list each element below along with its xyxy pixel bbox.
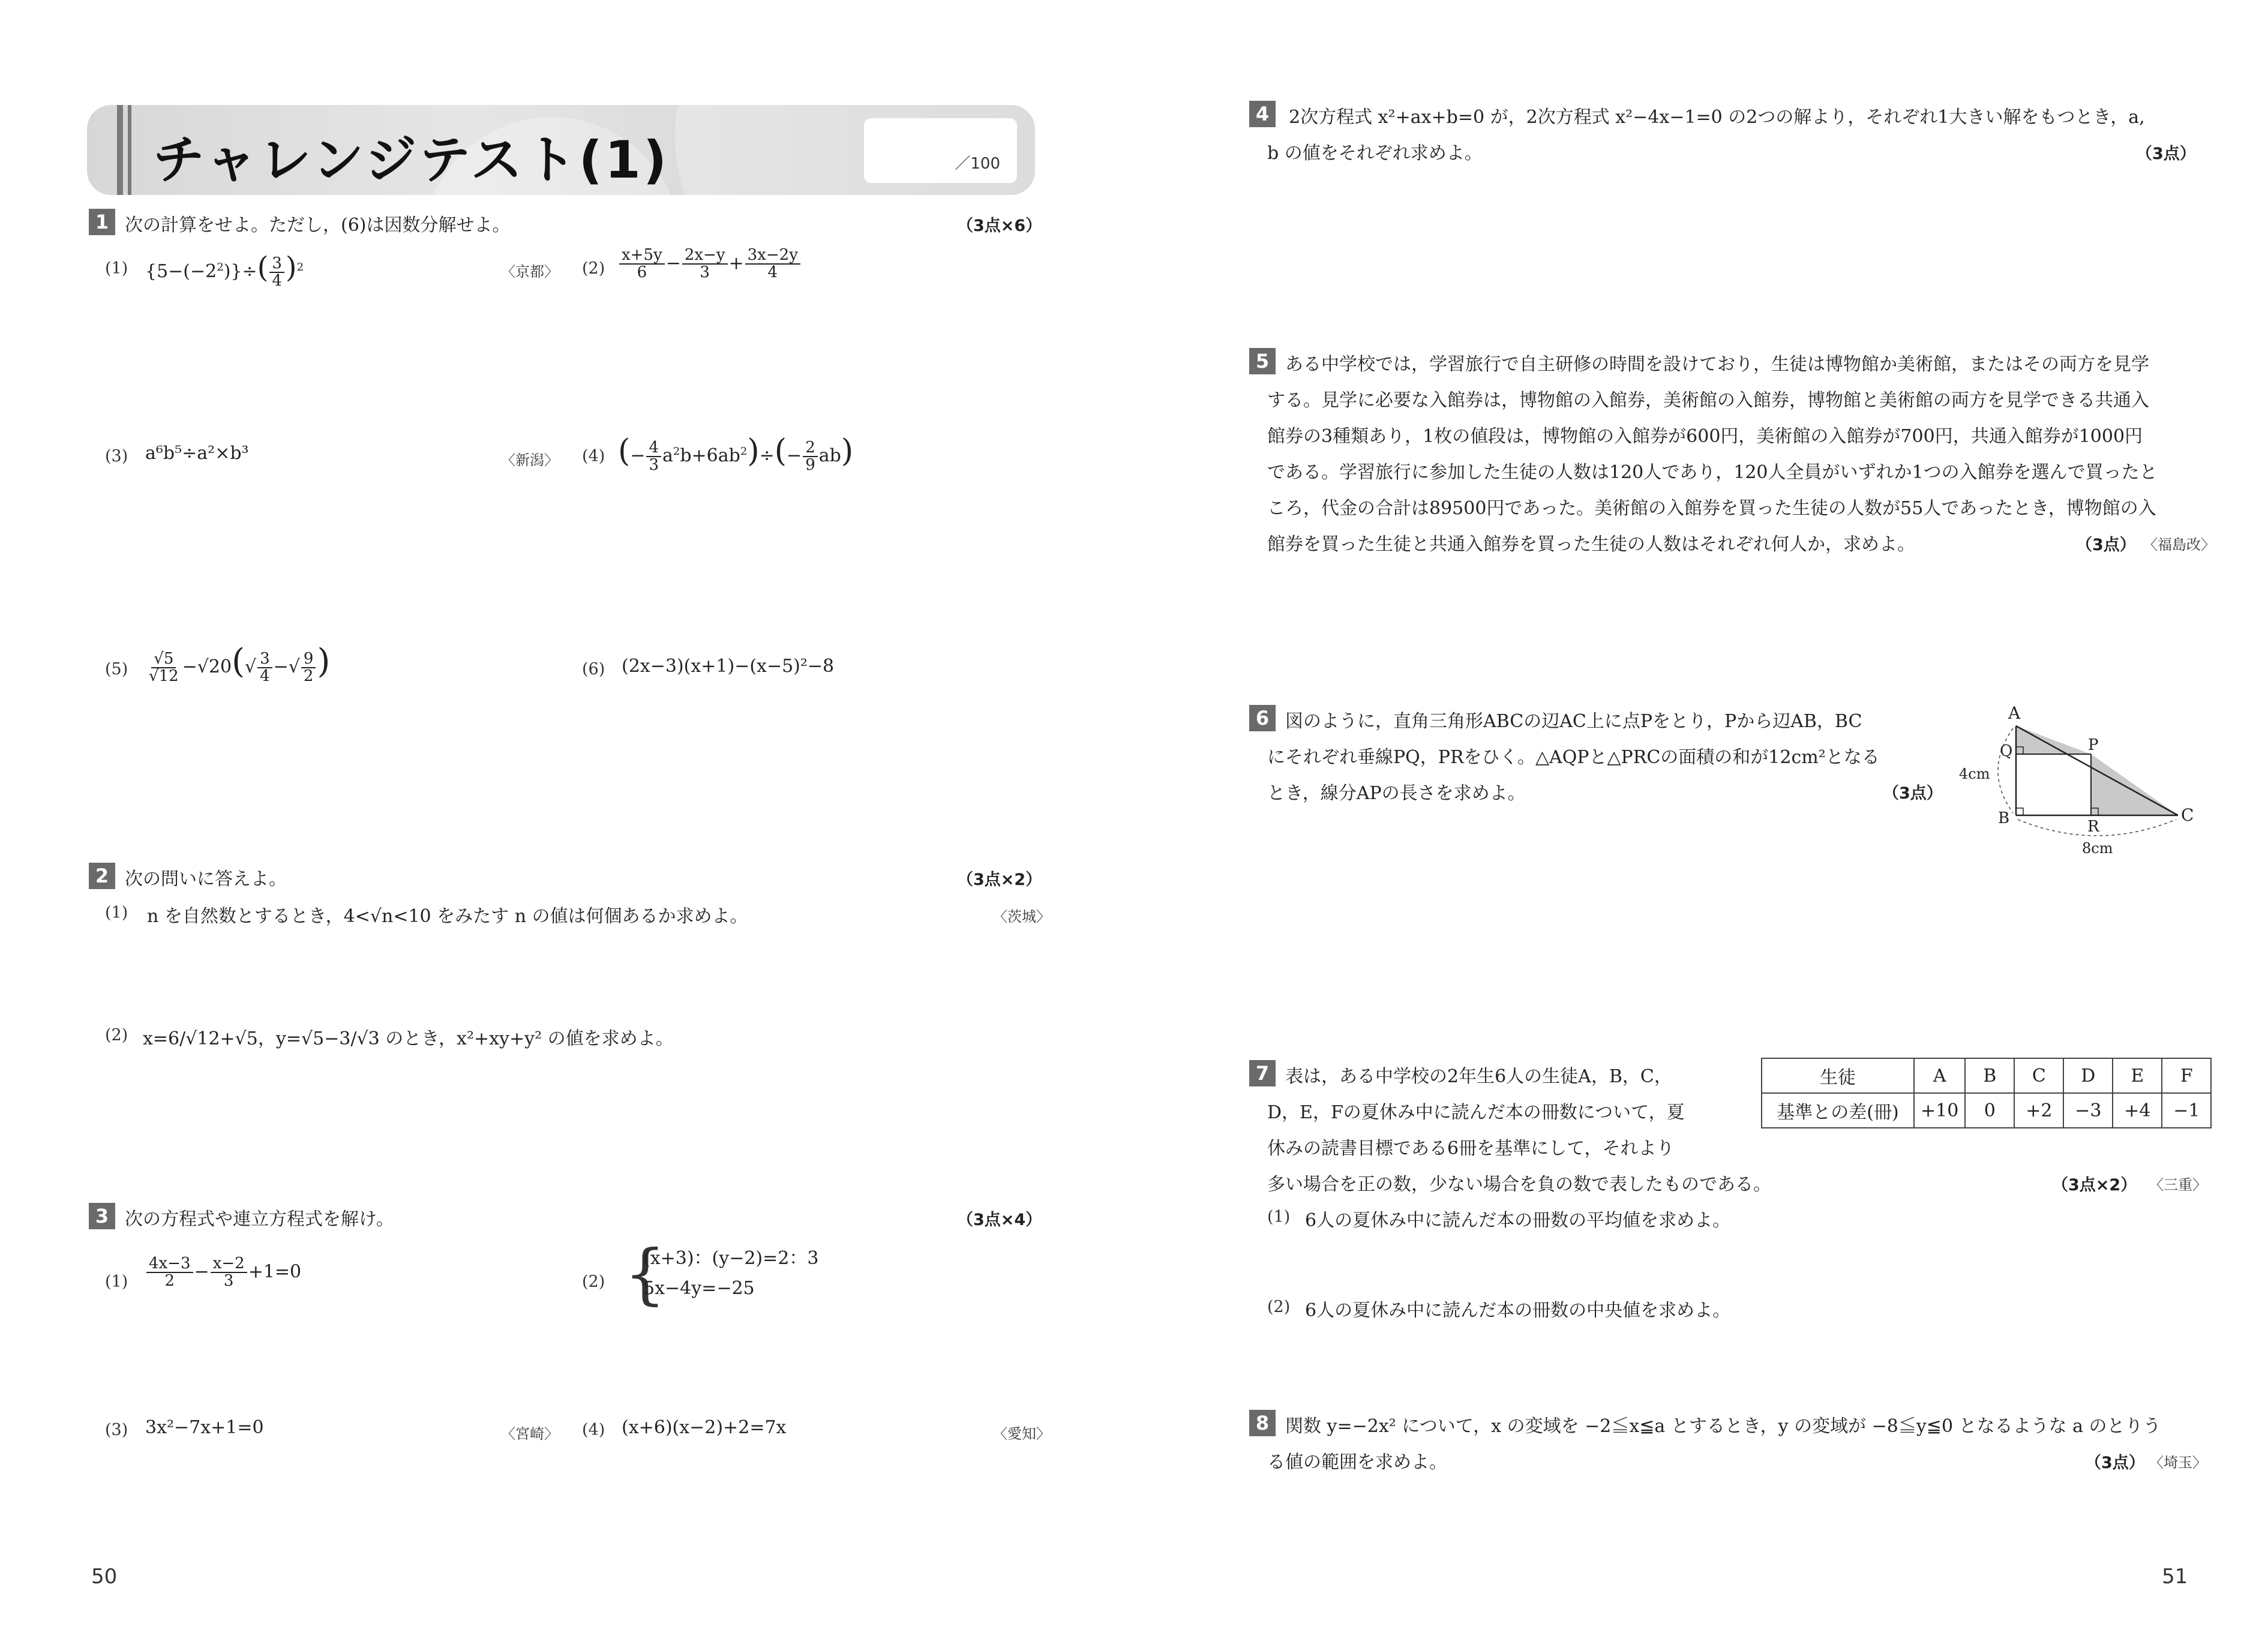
question-number: 7 bbox=[1249, 1060, 1276, 1086]
banner-stripe bbox=[117, 105, 123, 195]
banner-stripe bbox=[128, 105, 131, 195]
question-number: 5 bbox=[1249, 348, 1276, 374]
question-points: （3点） bbox=[2136, 145, 2196, 163]
table-cell: 基準との差(冊) bbox=[1762, 1093, 1914, 1128]
math-expression: (− $\frac{4}{3}$ $a^2b+6ab^2)\div(-$ $\frac{2}{9}$ ab) bbox=[618, 433, 854, 474]
system-brace: { bbox=[624, 1235, 666, 1312]
item-label: (5) bbox=[105, 660, 128, 679]
vertex-label-c: C bbox=[2181, 805, 2194, 825]
math-expression: 3x²−7x+1=0 bbox=[145, 1417, 264, 1438]
question-text: 館券の3種類あり，1枚の値段は，博物館の入館券が600円，美術館の入館券が700円，共通入館券が1000円 bbox=[1267, 426, 2143, 447]
math-expression: (x+6)(x−2)+2=7x bbox=[622, 1417, 787, 1438]
question-text: にそれぞれ垂線PQ，PRをひく。△AQPと△PRCの面積の和が12cm²となる bbox=[1267, 747, 1880, 768]
question-text: する。見学に必要な入館券は，博物館の入館券，美術館の入館券，博物館と美術館の両方を見学できる共通入 bbox=[1267, 390, 2149, 411]
question-points: （3点×2） bbox=[957, 870, 1042, 889]
math-expression: a⁶b⁵÷a²×b³ bbox=[145, 443, 249, 464]
question-text: 休みの読書目標である6冊を基準にして，それより bbox=[1267, 1138, 1675, 1159]
table-cell: +2 bbox=[2014, 1093, 2063, 1128]
table-header-cell: C bbox=[2014, 1058, 2063, 1093]
page-number-right: 51 bbox=[2162, 1565, 2188, 1589]
table-row bbox=[1762, 1093, 2211, 1128]
table-header-cell: D bbox=[2063, 1058, 2113, 1093]
table-row bbox=[1762, 1058, 2211, 1093]
question-text: D，E，Fの夏休み中に読んだ本の冊数について，夏 bbox=[1267, 1102, 1685, 1123]
question-points: （3点×2） bbox=[2052, 1176, 2137, 1194]
question-text: 関数 y=−2x² について，x の変域を −2≦x≦a とするとき，y の変域が −8≦y≦0 となるような a のとりう bbox=[1285, 1416, 2161, 1437]
item-label: (2) bbox=[105, 1026, 128, 1044]
question-text: ある中学校では，学習旅行で自主研修の時間を設けており，生徒は博物館か美術館，またはその両方を見学 bbox=[1285, 354, 2149, 375]
question-number: 8 bbox=[1249, 1410, 1276, 1436]
item-label: (4) bbox=[582, 447, 605, 466]
item-label: (3) bbox=[105, 447, 128, 466]
item-text: 6人の夏休み中に読んだ本の冊数の平均値を求めよ。 bbox=[1305, 1210, 1731, 1231]
question-number: 2 bbox=[89, 863, 115, 889]
source-tag: 〈三重〉 bbox=[2149, 1176, 2207, 1193]
source-tag: 〈愛知〉 bbox=[993, 1425, 1051, 1442]
question-text: 2次方程式 x²+ax+b=0 が，2次方程式 x²−4x−1=0 の2つの解より，それぞれ1大きい解をもつとき，a, bbox=[1289, 107, 2145, 128]
table-cell: −3 bbox=[2063, 1093, 2113, 1128]
question-text: とき，線分APの長さを求めよ。 bbox=[1267, 783, 1526, 804]
point-label-q: Q bbox=[2000, 742, 2013, 760]
triangle-prc bbox=[2091, 754, 2178, 815]
table-header-cell: E bbox=[2113, 1058, 2162, 1093]
page-title: チャレンジテスト(1) bbox=[153, 130, 670, 190]
point-label-r: R bbox=[2087, 818, 2099, 836]
question-text: 図のように，直角三角形ABCの辺AC上に点Pをとり，Pから辺AB，BC bbox=[1285, 711, 1862, 732]
question-points: （3点） bbox=[1883, 784, 1943, 803]
page-number-left: 50 bbox=[91, 1565, 118, 1589]
question-points: （3点×6） bbox=[957, 217, 1042, 235]
item-text: 6人の夏休み中に読んだ本の冊数の中央値を求めよ。 bbox=[1305, 1300, 1731, 1321]
score-box[interactable] bbox=[864, 118, 1017, 183]
table-header-cell: A bbox=[1914, 1058, 1965, 1093]
question-text: 館券を買った生徒と共通入館券を買った生徒の人数はそれぞれ何人か，求めよ。 bbox=[1267, 534, 1915, 555]
table-cell: +10 bbox=[1914, 1093, 1965, 1128]
item-text: x=6/√12+√5，y=√5−3/√3 のとき，x²+xy+y² の値を求めよ。 bbox=[143, 1028, 674, 1049]
point-label-p: P bbox=[2088, 736, 2099, 754]
source-tag: 〈京都〉 bbox=[501, 263, 559, 280]
source-tag: 〈新潟〉 bbox=[501, 452, 559, 469]
item-label: (2) bbox=[582, 1272, 605, 1291]
item-label: (6) bbox=[582, 660, 605, 679]
math-expression: $\frac{4x-3}{2}$ − $\frac{x-2}{3}$ +1=0 bbox=[145, 1256, 301, 1290]
table-header-cell: B bbox=[1965, 1058, 2014, 1093]
question-text: 次の問いに答えよ。 bbox=[125, 869, 287, 890]
question-points: （3点） bbox=[2085, 1454, 2145, 1472]
question-points: （3点） bbox=[2076, 536, 2136, 554]
item-label: (2) bbox=[582, 259, 605, 278]
question-points: （3点×4） bbox=[957, 1211, 1042, 1229]
vertex-label-b: B bbox=[1998, 809, 2010, 827]
question-text: b の値をそれぞれ求めよ。 bbox=[1267, 143, 1483, 164]
question-number: 4 bbox=[1249, 101, 1276, 127]
title-banner bbox=[87, 105, 1035, 195]
question-number: 3 bbox=[89, 1203, 115, 1229]
question-text: である。学習旅行に参加した生徒の人数は120人であり，120人全員がいずれか1つの入館券を選んで買ったと bbox=[1267, 462, 2158, 483]
score-total: ／100 bbox=[955, 155, 1000, 173]
math-expression: (2x−3)(x+1)−(x−5)²−8 bbox=[622, 656, 835, 677]
item-label: (2) bbox=[1267, 1298, 1291, 1316]
item-text: n を自然数とするとき，4<√n<10 をみたす n の値は何個あるか求めよ。 bbox=[147, 906, 748, 927]
question-number: 6 bbox=[1249, 705, 1276, 731]
table-cell: 0 bbox=[1965, 1093, 2014, 1128]
math-expression: $\{5-(-2^2)\}\div$( $\frac{3}{4}$ )$^2$ bbox=[145, 251, 304, 290]
math-expression: 5x−4y=−25 bbox=[643, 1278, 755, 1299]
table-cell: −1 bbox=[2162, 1093, 2211, 1128]
table-header-cell: 生徒 bbox=[1762, 1058, 1914, 1093]
item-label: (1) bbox=[105, 903, 128, 922]
item-label: (1) bbox=[105, 1272, 128, 1291]
vertex-label-a: A bbox=[2008, 703, 2021, 723]
length-label-ab: 4cm bbox=[1959, 766, 1990, 782]
item-label: (4) bbox=[582, 1421, 605, 1439]
right-angle-mark bbox=[2016, 808, 2023, 815]
triangle-figure bbox=[1959, 702, 2202, 858]
question-text: 次の計算をせよ。ただし，(6)は因数分解せよ。 bbox=[125, 215, 511, 236]
question-text: 次の方程式や連立方程式を解け。 bbox=[125, 1209, 394, 1230]
source-tag: 〈宮崎〉 bbox=[501, 1425, 559, 1442]
item-label: (1) bbox=[1267, 1208, 1291, 1226]
score-table bbox=[1761, 1058, 2212, 1128]
question-text: 多い場合を正の数，少ない場合を負の数で表したものである。 bbox=[1267, 1174, 1771, 1195]
item-label: (3) bbox=[105, 1421, 128, 1439]
triangle-aqp bbox=[2016, 726, 2091, 754]
question-text: 表は，ある中学校の2年生6人の生徒A，B，C， bbox=[1285, 1066, 1672, 1087]
question-text: ころ，代金の合計は89500円であった。美術館の入館券を買った生徒の人数が55人であったとき，博物館の入 bbox=[1267, 498, 2156, 519]
source-tag: 〈福島改〉 bbox=[2143, 536, 2215, 553]
item-label: (1) bbox=[105, 259, 128, 278]
length-label-bc: 8cm bbox=[2082, 840, 2113, 857]
table-cell: +4 bbox=[2113, 1093, 2162, 1128]
table-header-cell: F bbox=[2162, 1058, 2211, 1093]
dimension-arc-ab bbox=[1998, 728, 2013, 813]
math-expression: $\frac{√5}{√12}$ −√20(√ $\frac{3}{4}$ −√ $\frac{9}{2}$ ) bbox=[149, 642, 331, 685]
source-tag: 〈茨城〉 bbox=[993, 908, 1051, 925]
math-expression: $\frac{x+5y}{6}$ − $\frac{2x-y}{3}$ + $\frac{3x-2y}{4}$ bbox=[618, 247, 802, 281]
math-expression: (x+3)：(y−2)=2：3 bbox=[643, 1248, 819, 1269]
question-number: 1 bbox=[89, 209, 115, 235]
source-tag: 〈埼玉〉 bbox=[2149, 1454, 2207, 1471]
question-text: る値の範囲を求めよ。 bbox=[1267, 1452, 1447, 1473]
